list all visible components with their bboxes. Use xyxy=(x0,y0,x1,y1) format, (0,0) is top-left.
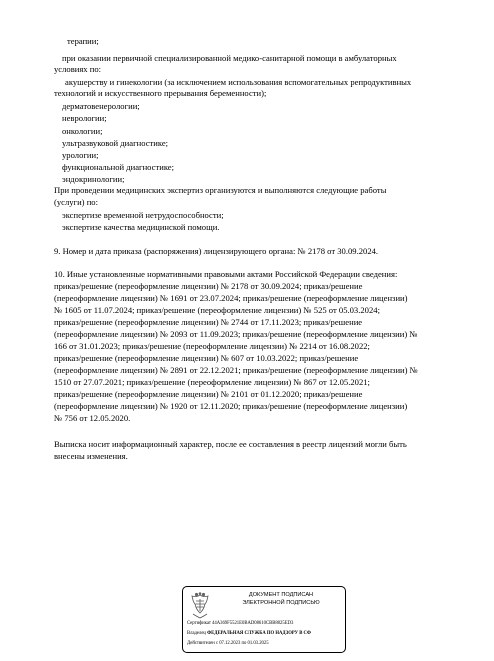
owner-label: Владелец xyxy=(187,631,206,636)
certificate-value: 44A369F5521E0BAD08610CBB8825ED3 xyxy=(212,621,294,626)
text-line: неврологии; xyxy=(62,113,107,123)
text-line: урологии; xyxy=(62,150,99,160)
section-10-line: приказ/решение (переоформление лицензии) № 2101 от 01.12.2020; приказ/решение xyxy=(54,389,363,399)
coat-of-arms-icon xyxy=(188,592,212,620)
text-line: онкологии; xyxy=(62,126,103,136)
section-10-line: (переоформление лицензии) № 2093 от 11.09.2023; приказ/решение (переоформление лицензии) № xyxy=(54,329,418,339)
certificate-row xyxy=(187,621,293,627)
text-line: экспертизе качества медицинской помощи. xyxy=(62,222,220,232)
section-10-line: приказ/решение (переоформление лицензии) № 607 от 10.03.2022; приказ/решение xyxy=(54,353,359,363)
section-10-line: 166 от 31.01.2023; приказ/решение (переоформление лицензии) № 2214 от 16.08.2022; xyxy=(54,341,370,351)
certificate-label: Сертификат xyxy=(187,621,211,626)
section-10-line: 1510 от 27.07.2021; приказ/решение (переоформление лицензии) № 867 от 12.05.2021; xyxy=(54,377,370,387)
validity-value: с 07.12.2023 по 01.03.2025 xyxy=(215,641,269,646)
text-line: ультразвуковой диагностике; xyxy=(62,138,169,148)
text-line: дерматовенерологии; xyxy=(62,101,140,111)
text-line: эндокринологии; xyxy=(62,174,125,184)
text-line: при оказании первичной специализированной медико-санитарной помощи в амбулаторных xyxy=(62,53,397,63)
owner-row xyxy=(187,631,311,637)
owner-value: ФЕДЕРАЛЬНАЯ СЛУЖБА ПО НАДЗОРУ В СФ xyxy=(207,631,311,636)
section-10-line: приказ/решение (переоформление лицензии) № 2744 от 17.11.2023; приказ/решение xyxy=(54,317,363,327)
section-10-line: № 1605 от 11.07.2024; приказ/решение (переоформление лицензии) № 525 от 05.03.2024; xyxy=(54,305,380,315)
notice-line: внесены изменения. xyxy=(54,451,128,461)
section-10-line: № 756 от 12.05.2020. xyxy=(54,413,131,423)
section-10-line: 10. Иные установленные нормативными правовыми актами Российской Федерации сведения: xyxy=(54,269,398,279)
text-line: При проведении медицинских экспертиз организуются и выполняются следующие работы xyxy=(54,185,387,195)
validity-row xyxy=(187,641,269,647)
signature-title: ДОКУМЕНТ ПОДПИСАН xyxy=(248,592,314,598)
text-line: (услуги) по: xyxy=(54,197,98,207)
section-9: 9. Номер и дата приказа (распоряжения) лицензирующего органа: № 2178 от 30.09.2024. xyxy=(54,246,379,256)
section-10-line: (переоформление лицензии) № 1920 от 12.11.2020; приказ/решение (переоформление лицензии) xyxy=(54,401,408,411)
notice-line: Выписка носит информационный характер, после ее составления в реестр лицензий могли быть xyxy=(54,439,407,449)
signature-subtitle: ЭЛЕКТРОННОЙ ПОДПИСЬЮ xyxy=(242,600,320,606)
text-line: экспертизе временной нетрудоспособности; xyxy=(62,210,224,220)
text-line: акушерству и гинекологии (за исключением использования вспомогательных репродуктивных xyxy=(65,77,412,87)
validity-label: Действителен xyxy=(187,641,215,646)
text-line: терапии; xyxy=(67,36,99,46)
text-line: условиях по: xyxy=(54,64,102,74)
text-line: технологий и искусственного прерывания беременности); xyxy=(54,88,267,98)
electronic-signature-stamp xyxy=(182,586,346,653)
text-line: функциональной диагностике; xyxy=(62,162,175,172)
section-10-line: приказ/решение (переоформление лицензии) № 2178 от 30.09.2024; приказ/решение xyxy=(54,281,363,291)
section-10-line: (переоформление лицензии) № 2891 от 22.12.2021; приказ/решение (переоформление лицензии) № xyxy=(54,365,418,375)
section-10-line: (переоформление лицензии) № 1691 от 23.07.2024; приказ/решение (переоформление лицензии) xyxy=(54,293,408,303)
